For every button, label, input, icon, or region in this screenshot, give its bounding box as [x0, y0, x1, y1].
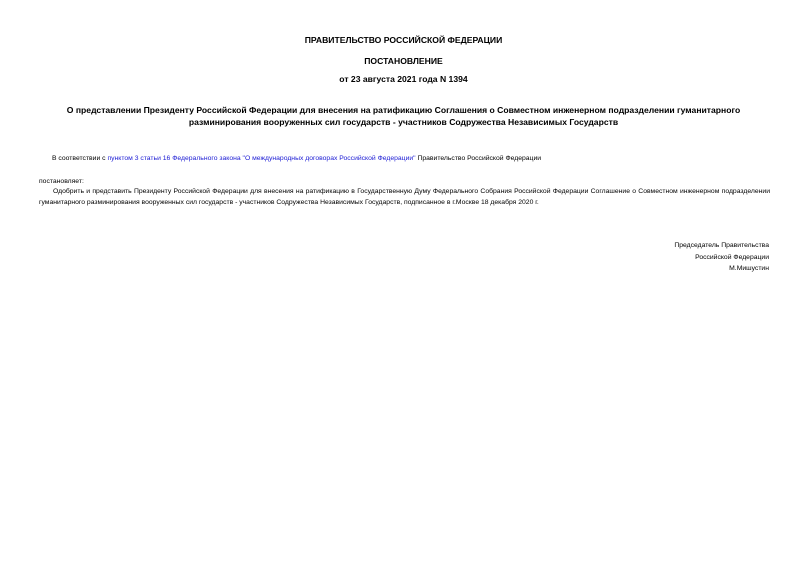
- resolves-word: постановляет:: [39, 178, 84, 185]
- signatory-position-line1: Председатель Правительства: [674, 242, 769, 249]
- basis-suffix: Правительство Российской Федерации: [415, 155, 542, 162]
- signatory-position-line2: Российской Федерации: [695, 253, 769, 261]
- basis-prefix: В соответствии с: [52, 155, 108, 162]
- federal-law-link[interactable]: Федерального закона "О международных договорах Российской Федерации": [172, 155, 416, 162]
- signature-block: [674, 240, 769, 275]
- document-date-number: от 23 августа 2021 года N 1394: [339, 74, 468, 84]
- document-type: ПОСТАНОВЛЕНИЕ: [364, 56, 443, 66]
- signatory-name: М.Мишустин: [729, 265, 769, 272]
- resolution-body: Одобрить и представить Президенту Российской Федерации для внесения на ратификацию в Государственную Думу Федерального Собрания Российской Федерации Соглашение о Совместном инженерном подразделении гуманитарного разминирования вооруженных сил государств - участников Содружества Независимых Государств, подписанное в г.Москве 18 декабря 2020 г.: [39, 188, 770, 206]
- document-title: О представлении Президенту Российской Федерации для внесения на ратификацию Соглашения о Совместном инженерном подразделении гуманитарного разминирования вооруженных сил государств - участников Содружества Независимых Государств: [66, 105, 741, 127]
- government-name: ПРАВИТЕЛЬСТВО РОССИЙСКОЙ ФЕДЕРАЦИИ: [304, 35, 503, 45]
- article-link[interactable]: пунктом 3 статьи 16: [107, 155, 171, 162]
- legal-basis-paragraph: [52, 154, 767, 164]
